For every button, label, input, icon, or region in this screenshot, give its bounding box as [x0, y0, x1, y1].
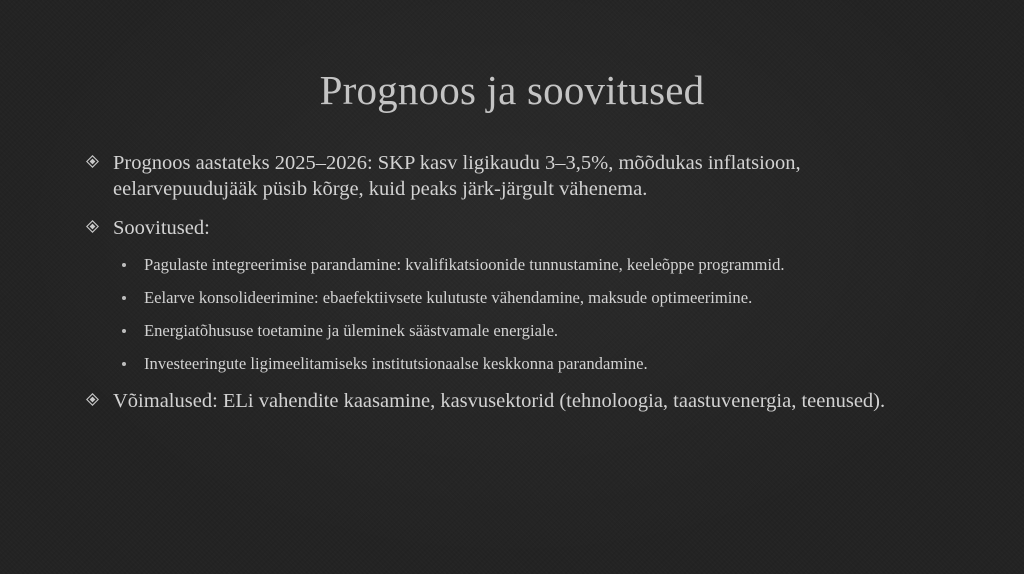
sub-bullet-text: Pagulaste integreerimise parandamine: kvalifikatsioonide tunnustamine, keeleõppe programmid.: [144, 255, 785, 274]
diamond-bullet-icon: [86, 220, 99, 233]
dot-bullet-icon: [122, 329, 126, 333]
dot-bullet-icon: [122, 362, 126, 366]
sub-bullet: [86, 320, 906, 341]
sub-bullet-list: [86, 254, 906, 374]
dot-bullet-icon: [122, 296, 126, 300]
diamond-bullet-icon: [86, 393, 99, 406]
bullet-recommendations: [86, 215, 906, 241]
sub-bullet: [86, 287, 906, 308]
sub-bullet: [86, 353, 906, 374]
sub-bullet: [86, 254, 906, 275]
slide-title: Prognoos ja soovitused: [319, 67, 705, 113]
bullet-text: Soovitused:: [113, 217, 210, 239]
bullet-forecast: [86, 150, 906, 202]
bullet-text: Võimalused: ELi vahendite kaasamine, kasvusektorid (tehnoloogia, taastuvenergia, teenused).: [113, 390, 886, 412]
dot-bullet-icon: [122, 263, 126, 267]
bullet-text: Prognoos aastateks 2025–2026: SKP kasv ligikaudu 3–3,5%, mõõdukas inflatsioon, eelarvepuudujääk püsib kõrge, kuid peaks järk-järgult vähenema.: [113, 152, 801, 200]
bullet-list: [86, 150, 906, 427]
sub-bullet-text: Investeeringute ligimeelitamiseks institutsionaalse keskkonna parandamine.: [144, 354, 648, 373]
sub-bullet-text: Energiatõhususe toetamine ja üleminek säästvamale energiale.: [144, 321, 559, 340]
bullet-opportunities: [86, 388, 906, 414]
sub-bullet-text: Eelarve konsolideerimine: ebaefektiivsete kulutuste vähendamine, maksude optimeerimine.: [144, 288, 753, 307]
diamond-bullet-icon: [86, 155, 99, 168]
